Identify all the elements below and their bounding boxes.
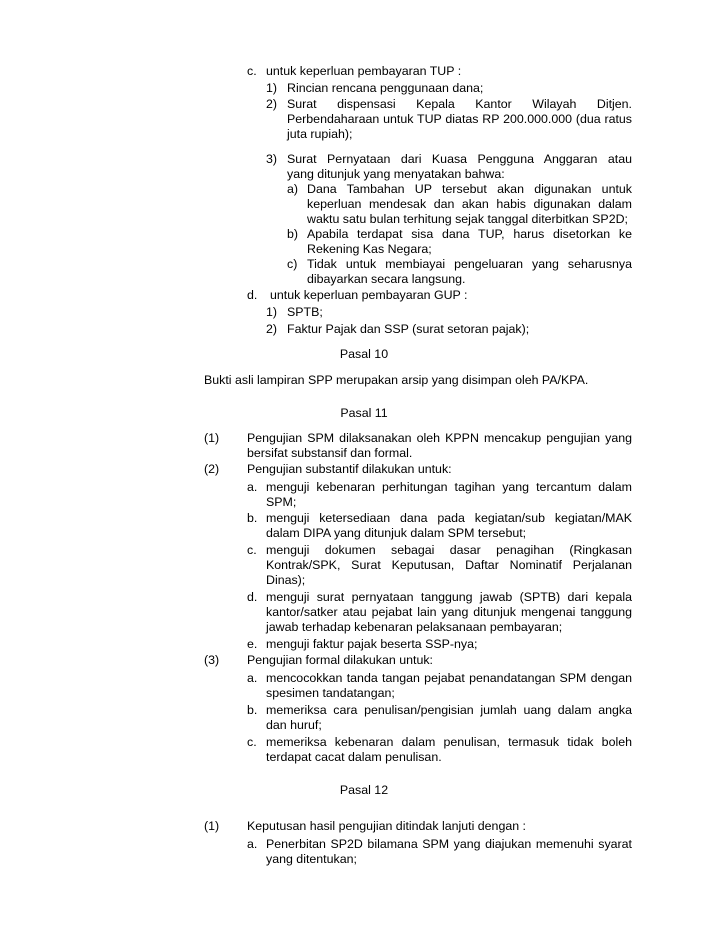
paragraph-continuation (0, 445, 728, 461)
item-label: c. (247, 735, 257, 749)
item-line: dalam DIPA yang ditunjuk dalam SPM tersebut; (266, 526, 527, 540)
sub-item-label: c) (287, 257, 298, 271)
item-label: a. (247, 671, 258, 685)
pasal-10-text: Bukti asli lampiran SPP merupakan arsip yang disimpan oleh PA/KPA. (204, 373, 589, 387)
sub-item-line: dibayarkan secara langsung. (307, 272, 466, 286)
list-item (0, 151, 728, 167)
item-line: menguji dokumen sebagai dasar penagihan (Ringkasan (266, 543, 632, 557)
item-label: b. (247, 511, 258, 525)
item-line: memeriksa cara penulisan/pengisian jumlah uang dalam angka (266, 703, 632, 717)
sub-item (0, 256, 728, 272)
item-label: c. (247, 543, 257, 557)
item-continuation (0, 126, 728, 142)
sub-item-line: Tidak untuk membiayai pengeluaran yang seharusnya (307, 257, 632, 271)
paragraph-number: (1) (204, 431, 220, 445)
pasal-10-heading: Pasal 10 (339, 347, 389, 361)
section-heading (0, 782, 728, 798)
paragraph-line: Pengujian SPM dilaksanakan oleh KPPN mencakup pengujian yang (247, 431, 632, 445)
item-text: untuk keperluan pembayaran TUP : (266, 64, 462, 78)
list-item-c (0, 63, 728, 79)
section-heading (0, 346, 728, 362)
item-continuation (0, 604, 728, 620)
item-line: Dinas); (266, 573, 306, 587)
item-text: untuk keperluan pembayaran GUP : (270, 288, 468, 302)
sub-item-continuation (0, 211, 728, 227)
paragraph-number: (3) (204, 653, 220, 667)
item-continuation (0, 557, 728, 573)
sub-item-line: keperluan mendesak dan akan habis digunakan dalam (307, 197, 632, 211)
item-label: b. (247, 703, 258, 717)
item-number: 3) (266, 152, 278, 166)
item-continuation (0, 717, 728, 733)
item-line: Rincian rencana penggunaan dana; (287, 81, 484, 95)
item-line: Perbendaharaan untuk TUP diatas RP 200.000.000 (dua ratus (287, 112, 632, 126)
sub-item-label: b) (287, 227, 299, 241)
item-line: dan huruf; (266, 718, 322, 732)
item-line: Surat dispensasi Kepala Kantor Wilayah Ditjen. (287, 97, 632, 111)
list-item (0, 510, 728, 526)
item-line: menguji faktur pajak beserta SSP-nya; (266, 637, 478, 651)
item-line: mencocokkan tanda tangan pejabat penandatangan SPM dengan (266, 671, 632, 685)
pasal-12-heading: Pasal 12 (339, 783, 389, 797)
item-line: Faktur Pajak dan SSP (surat setoran pajak); (287, 322, 530, 336)
list-item (0, 670, 728, 686)
item-line: juta rupiah); (287, 127, 353, 141)
item-label: d. (247, 590, 258, 604)
item-continuation (0, 111, 728, 127)
item-line: jawab terhadap kebenaran pelaksanaan pembayaran; (266, 620, 563, 634)
list-item (0, 836, 728, 852)
item-number: 1) (266, 305, 278, 319)
item-line: memeriksa kebenaran dalam penulisan, termasuk tidak boleh (266, 735, 632, 749)
item-number: 2) (266, 322, 278, 336)
sub-item-line: Apabila terdapat sisa dana TUP, harus disetorkan ke (307, 227, 632, 241)
item-label: e. (247, 637, 258, 651)
numbered-paragraph (0, 652, 728, 668)
item-continuation (0, 619, 728, 635)
paragraph-line: bersifat substansif dan formal. (247, 446, 413, 460)
paragraph-line: Pengujian substantif dilakukan untuk: (247, 462, 452, 476)
numbered-paragraph (0, 430, 728, 446)
sub-item-continuation (0, 241, 728, 257)
list-item (0, 321, 728, 337)
item-line: menguji ketersediaan dana pada kegiatan/sub kegiatan/MAK (266, 511, 632, 525)
item-label: a. (247, 480, 258, 494)
item-continuation (0, 525, 728, 541)
item-line: SPM; (266, 495, 297, 509)
paragraph-number: (1) (204, 819, 220, 833)
paragraph-number: (2) (204, 462, 220, 476)
sub-item-line: Rekening Kas Negara; (307, 242, 432, 256)
pasal-11-heading: Pasal 11 (340, 406, 388, 420)
item-number: 1) (266, 81, 278, 95)
list-item (0, 589, 728, 605)
sub-item (0, 181, 728, 197)
item-label: a. (247, 837, 258, 851)
list-item (0, 702, 728, 718)
item-continuation (0, 494, 728, 510)
item-continuation (0, 685, 728, 701)
item-continuation (0, 166, 728, 182)
item-line: terdapat cacat dalam penulisan. (266, 750, 442, 764)
item-label: c. (247, 64, 257, 78)
item-number: 2) (266, 97, 278, 111)
numbered-paragraph (0, 461, 728, 477)
item-line: Surat Pernyataan dari Kuasa Pengguna Anggaran atau (287, 152, 632, 166)
list-item (0, 96, 728, 112)
numbered-paragraph (0, 818, 728, 834)
item-line: yang ditunjuk yang menyatakan bahwa: (287, 167, 505, 181)
item-continuation (0, 572, 728, 588)
item-line: yang ditentukan; (266, 852, 357, 866)
item-label: d. (247, 288, 258, 302)
item-line: menguji surat pernyataan tanggung jawab (SPTB) dari kepala (266, 590, 632, 604)
sub-item-label: a) (287, 182, 299, 196)
sub-item-continuation (0, 271, 728, 287)
sub-item-line: waktu satu bulan terhitung sejak tanggal diterbitkan SP2D; (307, 212, 628, 226)
list-item (0, 479, 728, 495)
list-item (0, 734, 728, 750)
sub-item (0, 226, 728, 242)
item-line: spesimen tandatangan; (266, 686, 395, 700)
item-line: menguji kebenaran perhitungan tagihan yang tercantum dalam (266, 480, 632, 494)
list-item (0, 542, 728, 558)
paragraph-line: Keputusan hasil pengujian ditindak lanjuti dengan : (247, 819, 527, 833)
item-continuation (0, 851, 728, 867)
list-item (0, 636, 728, 652)
list-item (0, 80, 728, 96)
list-item-d (0, 287, 728, 303)
item-line: kantor/satker atau pejabat lain yang ditunjuk mengenai tanggung (266, 605, 632, 619)
item-line: SPTB; (287, 305, 323, 319)
item-line: Penerbitan SP2D bilamana SPM yang diajukan memenuhi syarat (266, 837, 632, 851)
item-continuation (0, 749, 728, 765)
sub-item-continuation (0, 196, 728, 212)
section-heading (0, 405, 728, 421)
list-item (0, 304, 728, 320)
paragraph-line: Pengujian formal dilakukan untuk: (247, 653, 433, 667)
sub-item-line: Dana Tambahan UP tersebut akan digunakan untuk (307, 182, 632, 196)
paragraph (0, 372, 728, 388)
item-line: Kontrak/SPK, Surat Keputusan, Daftar Nominatif Perjalanan (266, 558, 632, 572)
